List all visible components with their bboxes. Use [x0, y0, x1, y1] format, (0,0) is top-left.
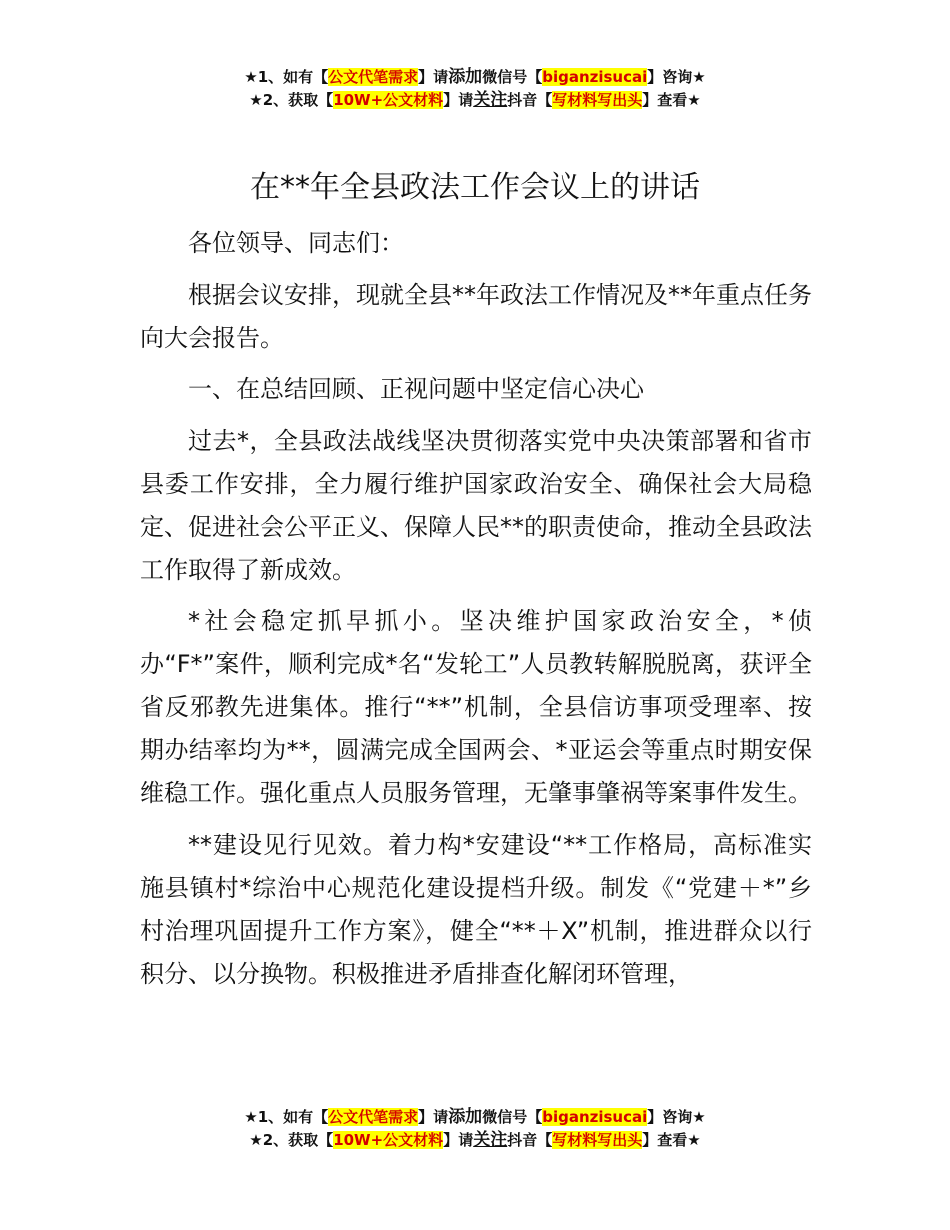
promo-text: 】请 — [418, 68, 449, 86]
document-body — [140, 222, 812, 1004]
promo-text: 微信号【 — [482, 1108, 543, 1126]
promo-wechat-id: biganzisucai — [542, 1108, 648, 1126]
promo-text: 微信号【 — [482, 68, 543, 86]
section-heading: 一、在总结回顾、正视问题中坚定信心决心 — [188, 375, 644, 403]
body-paragraph: *社会稳定抓早抓小。坚决维护国家政治安全，*侦办“F*”案件，顺利完成*名“发轮工”人员教转解脱脱离，获评全省反邪教先进集体。推行“**”机制，全县信访事项受理率、按期办结率均为**，圆满完成全国两会、*亚运会等重点时期安保维稳工作。强化重点人员服务管理，无肇事肇祸等案事件发生。 — [140, 607, 812, 807]
promo-highlight: 10W+公文材料 — [333, 91, 444, 109]
promo-text: 】咨询★ — [647, 1108, 706, 1126]
promo-line-2 — [0, 1129, 950, 1152]
promo-line-2 — [0, 89, 950, 112]
promo-text: 】查看★ — [642, 91, 701, 109]
promo-line-1 — [0, 66, 950, 89]
document-title: 在**年全县政法工作会议上的讲话 — [250, 170, 700, 205]
top-promo-banner — [0, 66, 950, 112]
promo-text: ★2、获取【 — [249, 91, 334, 109]
promo-text: 抖音【 — [507, 91, 553, 109]
promo-highlight: 10W+公文材料 — [333, 1131, 444, 1149]
promo-text: 】请 — [443, 91, 474, 109]
body-paragraph: **建设见行见效。着力构*安建设“**工作格局，高标准实施县镇村*综治中心规范化建设提档升级。制发《“党建＋*”乡村治理巩固提升工作方案》，健全“**＋X”机制，推进群众以行积分、以分换物。积极推进矛盾排查化解闭环管理， — [140, 830, 812, 988]
body-paragraph: 过去*，全县政法战线坚决贯彻落实党中央决策部署和省市县委工作安排，全力履行维护国家政治安全、确保社会大局稳定、促进社会公平正义、保障人民**的职责使命，推动全县政法工作取得了新成效。 — [140, 426, 812, 584]
promo-wechat-id: biganzisucai — [542, 68, 648, 86]
promo-text: ★1、如有【 — [244, 1108, 329, 1126]
promo-text: ★1、如有【 — [244, 68, 329, 86]
promo-text: 】请 — [418, 1108, 449, 1126]
promo-douyin-id: 写材料写出头 — [552, 1131, 643, 1149]
promo-highlight: 公文代笔需求 — [328, 68, 419, 86]
promo-highlight: 公文代笔需求 — [328, 1108, 419, 1126]
bottom-promo-banner — [0, 1106, 950, 1152]
promo-emphasis: 添加 — [448, 1107, 483, 1127]
promo-text: ★2、获取【 — [249, 1131, 334, 1149]
promo-emphasis: 关注 — [473, 90, 508, 110]
promo-text: 】请 — [443, 1131, 474, 1149]
promo-douyin-id: 写材料写出头 — [552, 91, 643, 109]
promo-emphasis: 关注 — [473, 1130, 508, 1150]
salutation: 各位领导、同志们： — [188, 229, 404, 257]
body-paragraph: 根据会议安排，现就全县**年政法工作情况及**年重点任务向大会报告。 — [140, 280, 812, 352]
promo-line-1 — [0, 1106, 950, 1129]
promo-emphasis: 添加 — [448, 67, 483, 87]
promo-text: 】咨询★ — [647, 68, 706, 86]
promo-text: 】查看★ — [642, 1131, 701, 1149]
promo-text: 抖音【 — [507, 1131, 553, 1149]
